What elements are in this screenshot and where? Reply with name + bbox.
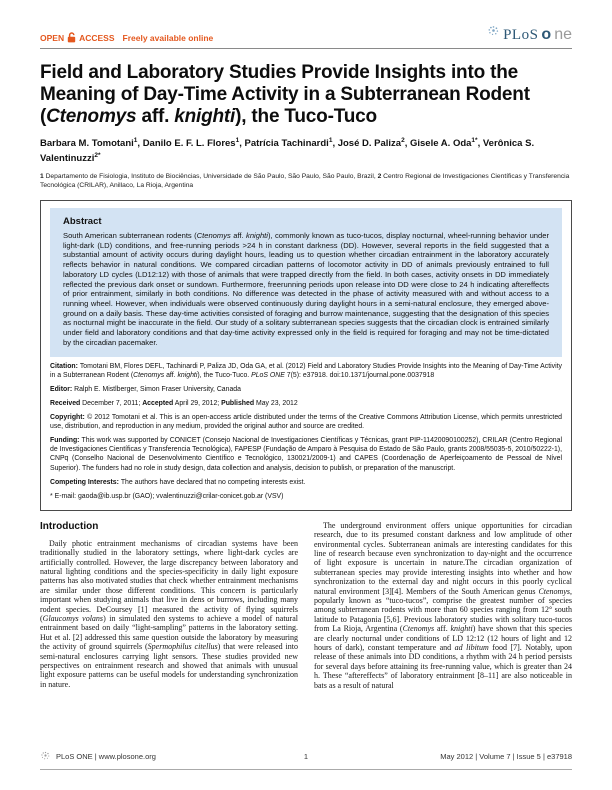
editor-label: Editor: bbox=[50, 385, 75, 393]
body-columns bbox=[40, 521, 572, 690]
author-6: Verônica S. Valentinuzzi$^{2*}$ bbox=[40, 138, 535, 164]
title-text: Field and Laboratory Studies Provide Insights into the Meaning of Day-Time Activity in a Subterranean Rodent ( bbox=[40, 62, 530, 128]
abstract-section bbox=[50, 208, 562, 357]
title-genus-italic: Ctenomys bbox=[46, 106, 137, 128]
page-header bbox=[40, 0, 572, 49]
plos-one-logo bbox=[487, 24, 572, 43]
introduction-heading: Introduction bbox=[40, 520, 99, 532]
open-access-open-label: OPEN bbox=[40, 32, 65, 43]
email-line bbox=[50, 492, 562, 501]
intro-paragraph-left: Daily photic entrainment mechanisms of circadian systems have been traditionally studied in the laboratory settings, where light-dark cycles are artificially controlled. However, the large discrepancy between laboratory and natural lighting conditions and the species-specificity in daily light exposure patterns has also motivated studies that check whether entrainment mechanisms are similar under those different conditions. This concern is particularly important when studying animals that live in dens or burrows, including many rodent species. DeCoursey [1] measured the activity of flying squirrels (Glaucomys volans) in simulated den systems to achieve a model of natural entrainment based on daily “light-sampling” patterns in the laboratory setting. Hut et al. [2] addressed this same question outside the laboratory by measuring the activity of ground squirrels (Spermophilus citellus) that were released into semi-natural enclosures carrying light sensors. These studies provided new perspectives on entrainment research and showed that animals with unusual light exposure patterns can be useful models for understanding synchronization in nature. bbox=[40, 538, 298, 689]
footer-journal bbox=[40, 750, 156, 763]
funding-line: Funding: This work was supported by CONICET (Consejo Nacional de Investigaciones Científicas y Técnicas, grant PIP-11420090100252), CRILAR (Centro Regional de Investigaciones Científicas y Transferencia Tecnológica), FAPESP (Fundação de Amparo à Pesquisa do Estado de São Paulo, grants 2008/55035-5, 2010/50222-1), CNPq (Conselho Nacional de Desenvolvimento Científico e Tecnológico, 130021/2009-1) and CAPES (Coordenação de Aperfeiçoamento de Pessoal de Nível Superior). The funders had no role in study design, data collection and analysis, decision to publish, or preparation of the manuscript. bbox=[50, 437, 562, 472]
author-2: Danilo E. F. L. Flores$^1$, bbox=[142, 136, 245, 150]
competing-interests-line: Competing Interests: The authors have declared that no competing interests exist. bbox=[50, 478, 306, 486]
plos-footer-logo-icon bbox=[40, 750, 51, 763]
affiliation-2-text: Centro Regional de Investigaciones Científicas y Transferencia Tecnológica (CRILAR), Anillaco, La Rioja, Argentina bbox=[40, 172, 570, 190]
author-5: Gisele A. Oda$^{1*}$, bbox=[410, 136, 483, 150]
affiliations bbox=[40, 172, 572, 191]
footer-page-number: 1 bbox=[303, 752, 309, 761]
competing-interests-label: Competing Interests: bbox=[50, 478, 121, 486]
citation-doi: 7(5): e37918. doi:10.1371/journal.pone.0037918 bbox=[284, 371, 435, 379]
author-3: Patrícia Tachinardi$^1$, bbox=[244, 136, 338, 150]
right-column bbox=[314, 521, 572, 690]
page-footer bbox=[40, 746, 572, 770]
open-access-lock-icon bbox=[67, 32, 76, 43]
title-aff-text: aff. bbox=[136, 106, 175, 128]
corresponding-email: * E-mail: gaoda@ib.usp.br (GAO); vvalentinuzzi@crilar-conicet.gob.ar (VSV) bbox=[50, 492, 284, 500]
affiliation-1-text: Departamento de Fisiologia, Instituto de Biociências, Universidade de São Paulo, São Paulo, São Paulo, Brazil, bbox=[43, 172, 378, 180]
editor-line: Editor: Ralph E. Mistlberger, Simon Fraser University, Canada bbox=[50, 385, 241, 393]
article-info-box bbox=[40, 200, 572, 511]
author-4: José D. Paliza$^2$, bbox=[337, 136, 410, 150]
citation-line: Citation: Tomotani BM, Flores DEFL, Tachinardi P, Paliza JD, Oda GA, et al. (2012) Field and Laboratory Studies Provide Insights into the Meaning of Day-Time Activity in a Subterranean Rodent (Ctenomys aff. knighti), the Tuco-Tuco. PLoS ONE 7(5): e37918. doi:10.1371/journal.pone.0037918 bbox=[50, 362, 562, 379]
footer-issue-info: May 2012 | Volume 7 | Issue 5 | e37918 bbox=[440, 752, 572, 761]
affiliation-1-number: 1 bbox=[40, 172, 44, 180]
abstract-heading: Abstract bbox=[63, 215, 102, 227]
copyright-line: Copyright: © 2012 Tomotani et al. This is an open-access article distributed under the terms of the Creative Commons Attribution License, which permits unrestricted use, distribution, and reproduction in any medium, provided the original author and source are credited. bbox=[50, 414, 562, 431]
freely-available-label: Freely available online bbox=[122, 32, 214, 43]
article-title bbox=[40, 62, 572, 128]
left-column bbox=[40, 521, 298, 690]
received-label: Received bbox=[50, 399, 81, 407]
published-label: Published bbox=[221, 399, 255, 407]
abstract-text: South American subterranean rodents (Ctenomys aff. knighti), commonly known as tuco-tucos, display nocturnal, wheel-running behavior under light-dark (LD) conditions, and free-running periods >24 h in constant darkness (DD). However, several reports in the field suggested that a substantial amount of activity occurs during daylight hours, leading us to question whether circadian entrainment in the laboratory accurately reflects behavior in natural conditions. We compared circadian patterns of locomotor activity in DD of animals previously entrained to full laboratory LD cycles (LD12:12) with those of animals that were trapped directly from the field. In both cases, activity onsets in DD immediately reflected the previous dark onset or sundown. Furthermore, freerunning periods upon release into DD were close to 24 h indicating aftereffects of prior entrainment, similarly in both conditions. No difference was detected in the phase of activity measured with and without access to a running wheel. However, when individuals were observed continuously during daylight hours in a semi-natural enclosure, they emerged above-ground on a daily basis. These day-time activities consisted of foraging and burrow maintenance, suggesting that the designation of this species as nocturnal might be inaccurate in the field. Our study of a solitary subterranean species suggests that the circadian clock is entrained similarly under field and laboratory conditions and that day-time activity expressed only in the field is required for foraging and may not be time-dictated by the circadian pacemaker. bbox=[63, 230, 549, 347]
dates-line: Received December 7, 2011; Accepted April 29, 2012; Published May 23, 2012 bbox=[50, 399, 298, 407]
title-end-text: ), the Tuco-Tuco bbox=[235, 106, 377, 128]
citation-label: Citation: bbox=[50, 362, 80, 370]
plos-wordmark: PLoS bbox=[503, 27, 539, 43]
accepted-label: Accepted bbox=[142, 399, 174, 407]
footer-journal-label: PLoS ONE | www.plosone.org bbox=[56, 752, 156, 761]
title-species-italic: knighti bbox=[174, 106, 236, 128]
plos-one-o: o bbox=[541, 26, 552, 43]
affiliation-2-number: 2 bbox=[377, 172, 382, 180]
author-1: Barbara M. Tomotani$^1$, bbox=[40, 136, 143, 150]
funding-label: Funding: bbox=[50, 437, 82, 445]
open-access-access-label: ACCESS bbox=[79, 32, 115, 43]
plos-one-ne: ne bbox=[554, 26, 572, 43]
plos-swirl-icon bbox=[487, 24, 500, 37]
copyright-label: Copyright: bbox=[50, 414, 88, 422]
intro-paragraph-right: The underground environment offers unique opportunities for circadian research, due to its presumed constant darkness and low amplitude of other environmental cycles. Subterranean animals are interesting candidates for this line of research because even synchronization to day-night and the occurrence of light exposure is uncertain in nature.The circadian organization of subterranean species may provide interesting insights into whether and how synchronization to the external day and night occurs in this poorly cyclical natural environment [3][4]. Members of the South American genus Ctenomys, popularly known as “tuco-tucos”, comprise the greatest number of species among subterranean rodents with more than 60 species ranging from 12° south latitude to Patagonia [5,6]. Previous laboratory studies with solitary tuco-tucos from La Rioja, Argentina (Ctenomys aff. knighti) have shown that this species are clearly nocturnal under conditions of LD 12:12 (12 hours of light and 12 hours of dark), constant temperature and ad libitum food [7]. Notably, upon release of these animals into DD conditions, a rhythm with 24 h period persists for several days before attaining its free-running value, which is greater than 24 h. These “aftereffects” of laboratory entrainment [8–11] are also noticeable in bats as a result of natural bbox=[314, 520, 573, 690]
author-list bbox=[40, 137, 572, 166]
open-access-banner bbox=[40, 32, 213, 43]
